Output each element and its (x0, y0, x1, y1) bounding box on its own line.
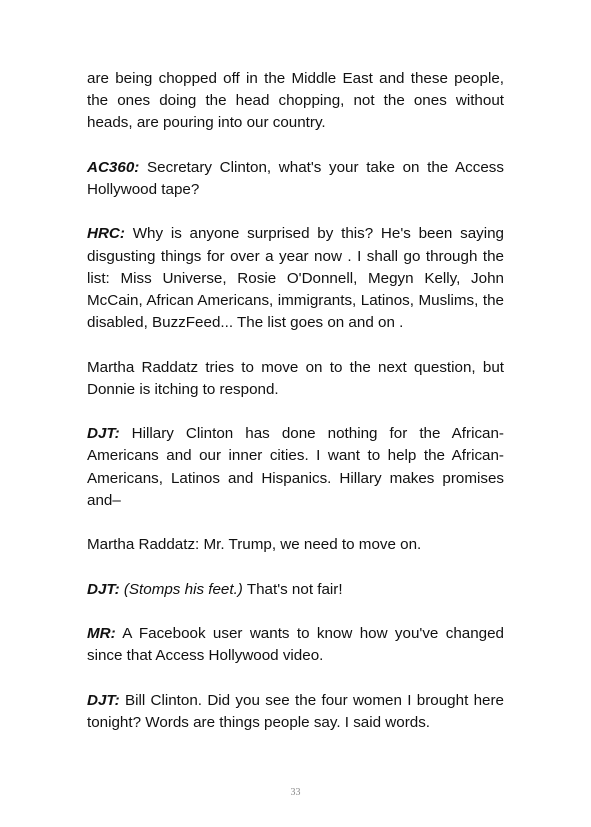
stage-direction: (Stomps his feet.) (123, 580, 243, 598)
paragraph (87, 357, 504, 401)
paragraph (87, 223, 504, 334)
paragraph (87, 690, 504, 734)
speaker-label: HRC: (87, 225, 125, 243)
speaker-label: AC360: (87, 158, 140, 176)
speaker-label: MR: (87, 624, 116, 642)
paragraph (87, 623, 504, 667)
paragraph (87, 68, 504, 135)
paragraph-text: are being chopped off in the Middle East and these people, the ones doing the head chopping, not the ones without heads, are pouring into our country. (87, 70, 504, 132)
paragraph-text: Martha Raddatz: Mr. Trump, we need to move on. (87, 536, 422, 554)
paragraph-text: Hillary Clinton has done nothing for the African-Americans and our inner cities. I want to help the African-Americans, Latinos and Hispanics. Hillary makes promises and– (87, 425, 504, 509)
paragraph-text: Martha Raddatz tries to move on to the next question, but Donnie is itching to respond. (87, 358, 504, 398)
paragraph (87, 157, 504, 201)
paragraph (87, 579, 504, 601)
page-body (87, 68, 504, 756)
paragraph-text: Why is anyone surprised by this? He's been saying disgusting things for over a year now . I shall go through the list: Miss Universe, Rosie O'Donnell, Megyn Kelly, John McCain, African Americans, immigrants, Latinos, Muslims, the disabled, BuzzFeed... The list goes on and on . (87, 225, 504, 332)
speaker-label: DJT: (87, 580, 120, 598)
paragraph-text: A Facebook user wants to know how you've changed since that Access Hollywood video. (87, 624, 504, 665)
speaker-label: DJT: (87, 691, 120, 709)
paragraph-text: Secretary Clinton, what's your take on the Access Hollywood tape? (87, 158, 504, 198)
page-number: 33 (290, 787, 301, 798)
paragraph (87, 423, 504, 512)
paragraph-text: That's not fair! (242, 580, 343, 598)
paragraph (87, 534, 504, 556)
paragraph-text: Bill Clinton. Did you see the four women I brought here tonight? Words are things people say. I said words. (87, 691, 504, 731)
speaker-label: DJT: (87, 425, 120, 443)
